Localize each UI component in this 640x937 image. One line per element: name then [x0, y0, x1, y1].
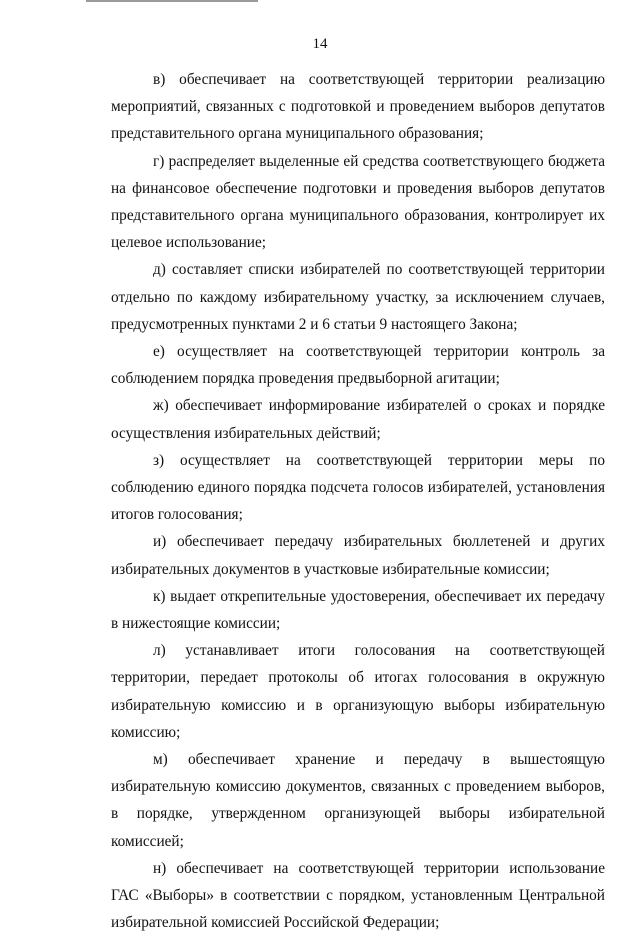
paragraph-m: м) обеспечивает хранение и передачу в вышестоящую избирательную комиссию документов, связанных с проведением выборов, в порядке, утвержденном организующей выборы избирательной комиссией;: [111, 751, 605, 850]
paragraph-d: д) составляет списки избирателей по соответствующей территории отдельно по каждому избирательному участку, за исключением случаев, предусмотренных пунктами 2 и 6 статьи 9 настоящего Закона;: [111, 261, 605, 333]
scan-artifact-line: [86, 0, 258, 2]
paragraph-e: е) осуществляет на соответствующей территории контроль за соблюдением порядка проведения предвыборной агитации;: [111, 343, 605, 388]
paragraph-i: и) обеспечивает передачу избирательных бюллетеней и других избирательных документов в участковые избирательные комиссии;: [111, 533, 605, 578]
paragraph-k: к) выдает открепительные удостоверения, обеспечивает их передачу в нижестоящие комиссии;: [111, 587, 605, 633]
document-body: [111, 66, 605, 937]
paragraph-zh: ж) обеспечивает информирование избирателей о сроках и порядке осуществления избирательных действий;: [111, 397, 605, 442]
paragraph-n: н) обеспечивает на соответствующей территории использование ГАС «Выборы» в соответствии с порядком, установленным Центральной избирательной комиссией Российской Федерации;: [111, 859, 605, 932]
paragraph-z: з) осуществляет на соответствующей территории меры по соблюдению единого порядка подсчета голосов избирателей, установления итогов голосования;: [111, 451, 605, 524]
paragraph-v: в) обеспечивает на соответствующей территории реализацию мероприятий, связанных с подготовкой и проведением выборов депутатов представительного органа муниципального образования;: [111, 71, 605, 143]
paragraph-l: л) устанавливает итоги голосования на соответствующей территории, передает протоколы об итогах голосования в окружную избирательную комиссию и в организующую выборы избирательную комиссию;: [111, 642, 605, 741]
page-number: 14: [312, 36, 328, 52]
paragraph-g: г) распределяет выделенные ей средства соответствующего бюджета на финансовое обеспечение подготовки и проведения выборов депутатов представительного органа муниципального образования, контролирует их целевое использование;: [111, 152, 605, 252]
